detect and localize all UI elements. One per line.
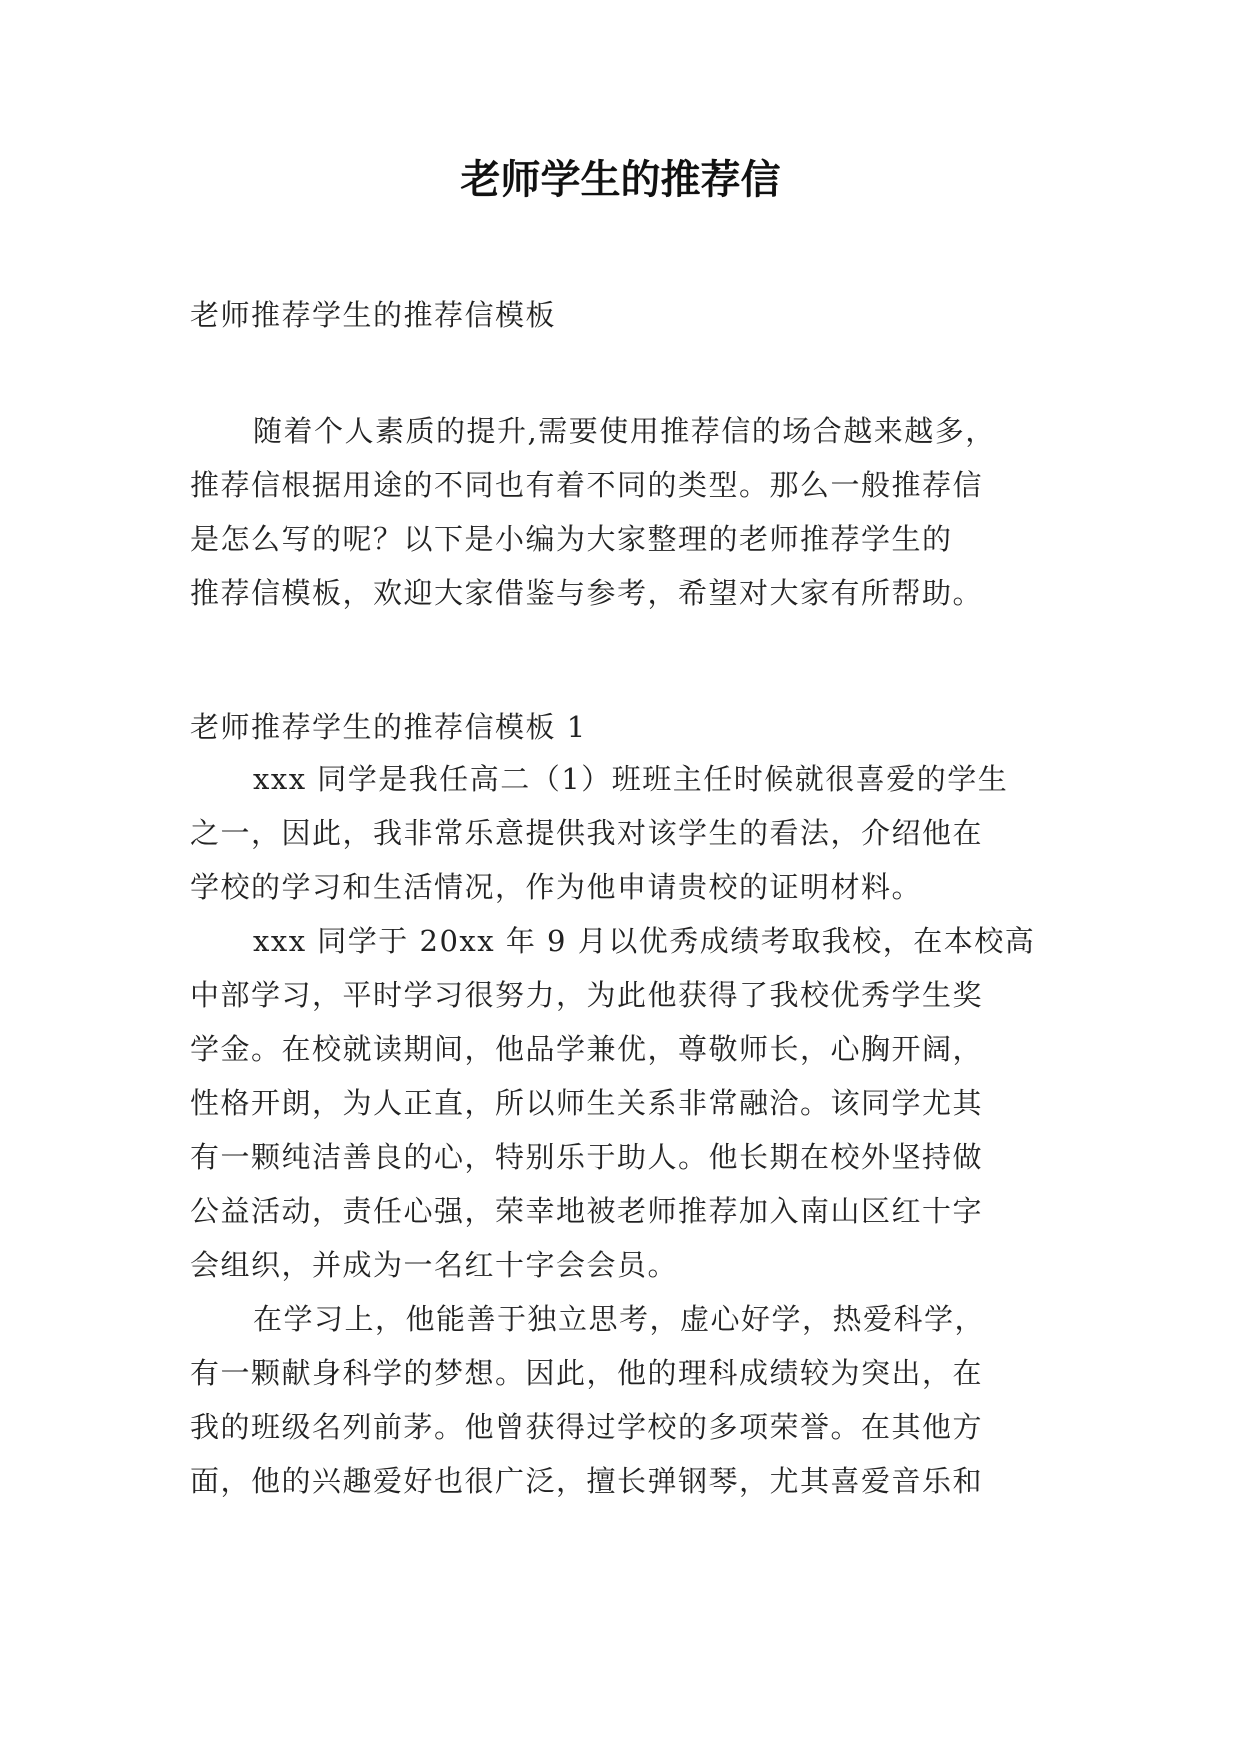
paragraph-line: 我的班级名列前茅。他曾获得过学校的多项荣誉。在其他方 [190, 1410, 984, 1444]
paragraph-line: 面，他的兴趣爱好也很广泛，擅长弹钢琴，尤其喜爱音乐和 [190, 1464, 984, 1498]
paragraph-line: 随着个人素质的提升,需要使用推荐信的场合越来越多， [253, 414, 996, 448]
paragraph-line: 中部学习，平时学习很努力，为此他获得了我校优秀学生奖 [190, 978, 984, 1012]
paragraph-line: 推荐信模板，欢迎大家借鉴与参考，希望对大家有所帮助。 [190, 576, 984, 610]
intro-paragraph [190, 404, 1060, 620]
paragraph-line: xxx 同学是我任高二（1）班班主任时候就很喜爱的学生 [253, 762, 1009, 796]
section-heading [190, 700, 1060, 754]
paragraph-line: 推荐信根据用途的不同也有着不同的类型。那么一般推荐信 [190, 468, 984, 502]
section-heading-text: 老师推荐学生的推荐信模板 1 [190, 710, 587, 744]
paragraph-line: 在学习上，他能善于独立思考，虚心好学，热爱科学， [253, 1302, 986, 1336]
paragraph-line: 性格开朗，为人正直，所以师生关系非常融洽。该同学尤其 [190, 1086, 984, 1120]
paragraph-line: 学金。在校就读期间，他品学兼优，尊敬师长，心胸开阔， [190, 1032, 984, 1066]
document-subtitle [190, 288, 1060, 342]
paragraph-line: 公益活动，责任心强，荣幸地被老师推荐加入南山区红十字 [190, 1194, 984, 1228]
subtitle-text: 老师推荐学生的推荐信模板 [190, 298, 557, 332]
paragraph-line: 有一颗纯洁善良的心，特别乐于助人。他长期在校外坚持做 [190, 1140, 984, 1174]
paragraph-line: 学校的学习和生活情况，作为他申请贵校的证明材料。 [190, 870, 923, 904]
paragraph-line: xxx 同学于 20xx 年 9 月以优秀成绩考取我校，在本校高 [253, 924, 1036, 958]
paragraph-line: 是怎么写的呢？以下是小编为大家整理的老师推荐学生的 [190, 522, 953, 556]
paragraph-line: 会组织，并成为一名红十字会会员。 [190, 1248, 679, 1282]
document-title: 老师学生的推荐信 [460, 157, 781, 203]
letter-body [190, 752, 1060, 1508]
paragraph-line: 之一，因此，我非常乐意提供我对该学生的看法，介绍他在 [190, 816, 984, 850]
paragraph-line: 有一颗献身科学的梦想。因此，他的理科成绩较为突出，在 [190, 1356, 984, 1390]
